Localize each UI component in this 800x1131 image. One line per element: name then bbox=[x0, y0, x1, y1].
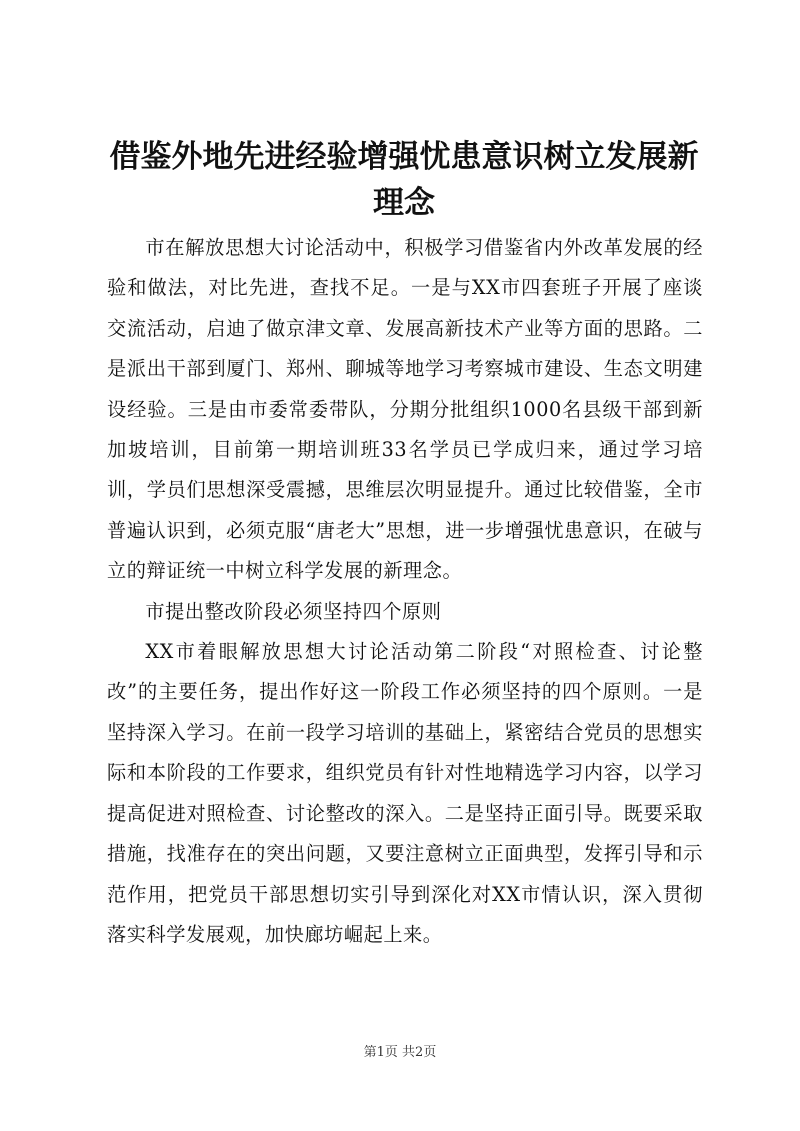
section-heading: 市提出整改阶段必须坚持四个原则 bbox=[145, 599, 442, 623]
body-paragraph-principles: XX市着眼解放思想大讨论活动第二阶段“对照检查、讨论整改”的主要任务，提出作好这一阶段工作必须坚持的四个原则。一是坚持深入学习。在前一段学习培训的基础上，紧密结合党员的思想实际和本阶段的工作要求，组织党员有针对性地精选学习内容，以学习提高促进对照检查、讨论整改的深入。二是坚持正面引导。既要采取措施，找准存在的突出问题，又要注意树立正面典型，发挥引导和示范作用，把党员干部思想切实引导到深化对XX市情认识，深入贯彻落实科学发展观，加快廊坊崛起上来。 bbox=[107, 640, 703, 946]
document-title: 借鉴外地先进经验增强忧患意识树立发展新理念 bbox=[109, 139, 699, 221]
body-paragraph-intro: 市在解放思想大讨论活动中，积极学习借鉴省内外改革发展的经验和做法，对比先进，查找不足。一是与XX市四套班子开展了座谈交流活动，启迪了做京津文章、发展高新技术产业等方面的思路。二是派出干部到厦门、郑州、聊城等地学习考察城市建设、生态文明建设经验。三是由市委常委带队，分期分批组织1000名县级干部到新加坡培训，目前第一期培训班33名学员已学成归来，通过学习培训，学员们思想深受震撼，思维层次明显提升。通过比较借鉴，全市普遍认识到，必须克服“唐老大”思想，进一步增强忧患意识，在破与立的辩证统一中树立科学发展的新理念。 bbox=[107, 236, 703, 583]
document-body bbox=[107, 228, 703, 955]
page-indicator: 第1页 共2页 bbox=[363, 1045, 437, 1060]
